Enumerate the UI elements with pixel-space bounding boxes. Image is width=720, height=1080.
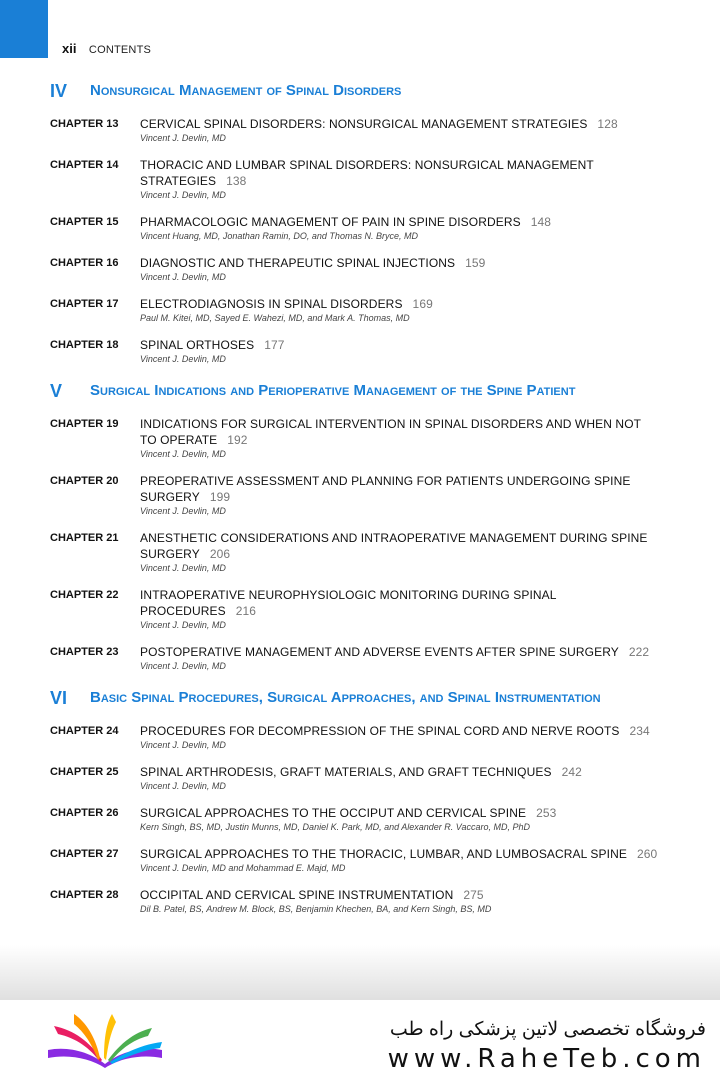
part-section: [50, 687, 670, 916]
part-section: [50, 380, 670, 673]
chapter-title: THORACIC AND LUMBAR SPINAL DISORDERS: NONSURGICAL MANAGEMENT STRATEGIES: [140, 158, 594, 188]
table-of-contents: [50, 80, 670, 930]
chapter-title: SURGICAL APPROACHES TO THE OCCIPUT AND CERVICAL SPINE: [140, 806, 527, 820]
chapter-title: ANESTHETIC CONSIDERATIONS AND INTRAOPERATIVE MANAGEMENT DURING SPINE SURGERY: [140, 531, 648, 561]
chapter-authors: Vincent J. Devlin, MD: [140, 354, 226, 364]
part-heading: [50, 80, 670, 102]
chapter-label: CHAPTER 18: [50, 339, 119, 351]
chapter-authors: Vincent J. Devlin, MD: [140, 620, 226, 630]
chapter-body: [140, 846, 660, 875]
chapter-authors: Vincent J. Devlin, MD: [140, 449, 226, 459]
chapter-page-number: 260: [636, 847, 658, 861]
chapter-title-line: [140, 887, 660, 903]
chapter-entry[interactable]: [50, 116, 670, 145]
chapter-page-number: 253: [536, 806, 557, 820]
running-header: [62, 40, 151, 58]
chapter-label: CHAPTER 27: [50, 848, 119, 860]
chapter-title: PREOPERATIVE ASSESSMENT AND PLANNING FOR PATIENTS UNDERGOING SPINE SURGERY: [140, 474, 631, 504]
chapter-page-number: 275: [463, 888, 484, 902]
chapter-label: CHAPTER 21: [50, 532, 119, 544]
chapter-title: PROCEDURES FOR DECOMPRESSION OF THE SPINAL CORD AND NERVE ROOTS: [140, 724, 620, 738]
chapter-page-number: 192: [227, 433, 248, 447]
chapter-body: [140, 764, 660, 793]
chapter-title: OCCIPITAL AND CERVICAL SPINE INSTRUMENTATION: [140, 888, 454, 902]
chapter-page-number: 177: [264, 338, 285, 352]
chapter-page-number: 199: [209, 490, 231, 504]
open-book-logo-icon: [40, 1012, 170, 1070]
chapter-entry[interactable]: [50, 473, 670, 518]
chapter-authors: Vincent J. Devlin, MD: [140, 563, 226, 573]
chapter-body: [140, 530, 660, 575]
chapter-title-line: [140, 723, 660, 739]
chapter-entry[interactable]: [50, 214, 670, 243]
part-section: [50, 80, 670, 366]
chapter-title-line: [140, 587, 660, 619]
header-label: CONTENTS: [88, 44, 152, 56]
chapter-title-line: [140, 416, 660, 448]
part-heading: [50, 380, 670, 402]
chapter-title-line: [140, 116, 660, 132]
chapter-title-line: [140, 214, 660, 230]
chapter-body: [140, 157, 660, 202]
chapter-authors: Paul M. Kitei, MD, Sayed E. Wahezi, MD, and Mark A. Thomas, MD: [140, 313, 410, 323]
chapter-entry[interactable]: [50, 887, 670, 916]
chapter-title-line: [140, 255, 660, 271]
chapter-body: [140, 296, 660, 325]
chapter-label: CHAPTER 15: [50, 216, 119, 228]
chapter-title-line: [140, 296, 660, 312]
chapter-title: INDICATIONS FOR SURGICAL INTERVENTION IN SPINAL DISORDERS AND WHEN NOT TO OPERATE: [140, 417, 641, 447]
chapter-body: [140, 116, 660, 145]
chapter-body: [140, 887, 660, 916]
chapter-entry[interactable]: [50, 416, 670, 461]
chapter-title-line: [140, 764, 660, 780]
chapter-authors: Vincent J. Devlin, MD and Mohammad E. Majd, MD: [140, 863, 346, 873]
chapter-page-number: 216: [235, 604, 257, 618]
page-number: xii: [62, 41, 77, 56]
chapter-page-number: 148: [530, 215, 552, 229]
chapter-authors: Vincent J. Devlin, MD: [140, 190, 226, 200]
chapter-label: CHAPTER 28: [50, 889, 119, 901]
chapter-body: [140, 723, 660, 752]
chapter-entry[interactable]: [50, 846, 670, 875]
chapter-title: SPINAL ARTHRODESIS, GRAFT MATERIALS, AND GRAFT TECHNIQUES: [140, 765, 552, 779]
chapter-title: PHARMACOLOGIC MANAGEMENT OF PAIN IN SPINE DISORDERS: [140, 215, 521, 229]
chapter-title-line: [140, 157, 660, 189]
chapter-page-number: 222: [628, 645, 650, 659]
chapter-title-line: [140, 337, 660, 353]
part-number: IV: [50, 81, 68, 101]
chapter-title: ELECTRODIAGNOSIS IN SPINAL DISORDERS: [140, 297, 403, 311]
chapter-authors: Vincent Huang, MD, Jonathan Ramin, DO, and Thomas N. Bryce, MD: [140, 231, 418, 241]
chapter-entry[interactable]: [50, 723, 670, 752]
chapter-body: [140, 416, 660, 461]
chapter-body: [140, 255, 660, 284]
part-title: Basic Spinal Procedures, Surgical Approaches, and Spinal Instrumentation: [90, 689, 601, 706]
chapter-entry[interactable]: [50, 530, 670, 575]
chapter-entry[interactable]: [50, 255, 670, 284]
store-name: فروشگاه تخصصی لاتین پزشکی راه طب: [389, 1019, 706, 1040]
chapter-page-number: 159: [465, 256, 486, 270]
chapter-title: SPINAL ORTHOSES: [140, 338, 255, 352]
chapter-label: CHAPTER 26: [50, 807, 119, 819]
chapter-authors: Dil B. Patel, BS, Andrew M. Block, BS, Benjamin Khechen, BA, and Kern Singh, BS, MD: [140, 904, 492, 914]
chapter-body: [140, 473, 660, 518]
chapter-authors: Vincent J. Devlin, MD: [140, 740, 226, 750]
chapter-entry[interactable]: [50, 587, 670, 632]
chapter-title: DIAGNOSTIC AND THERAPEUTIC SPINAL INJECTIONS: [140, 256, 456, 270]
chapter-title: INTRAOPERATIVE NEUROPHYSIOLOGIC MONITORING DURING SPINAL PROCEDURES: [140, 588, 557, 618]
part-title: Nonsurgical Management of Spinal Disorders: [90, 82, 402, 99]
chapter-title-line: [140, 805, 660, 821]
chapter-entry[interactable]: [50, 764, 670, 793]
chapter-body: [140, 337, 660, 366]
chapter-label: CHAPTER 24: [50, 725, 119, 737]
chapter-title-line: [140, 530, 660, 562]
store-url: www.RaheTeb.com: [387, 1044, 706, 1074]
chapter-page-number: 206: [209, 547, 231, 561]
chapter-label: CHAPTER 20: [50, 475, 119, 487]
chapter-authors: Vincent J. Devlin, MD: [140, 781, 226, 791]
chapter-title: POSTOPERATIVE MANAGEMENT AND ADVERSE EVENTS AFTER SPINE SURGERY: [140, 645, 619, 659]
chapter-entry[interactable]: [50, 337, 670, 366]
chapter-authors: Vincent J. Devlin, MD: [140, 661, 226, 671]
part-number: VI: [50, 688, 68, 708]
chapter-title-line: [140, 644, 660, 660]
chapter-authors: Vincent J. Devlin, MD: [140, 272, 226, 282]
corner-color-tab: [0, 0, 48, 58]
chapter-authors: Vincent J. Devlin, MD: [140, 133, 226, 143]
page-bottom-fade: [0, 945, 720, 1005]
chapter-label: CHAPTER 13: [50, 118, 119, 130]
chapter-title: CERVICAL SPINAL DISORDERS: NONSURGICAL MANAGEMENT STRATEGIES: [140, 117, 588, 131]
chapter-authors: Vincent J. Devlin, MD: [140, 506, 226, 516]
chapter-title-line: [140, 846, 660, 862]
chapter-page-number: 169: [412, 297, 433, 311]
chapter-body: [140, 805, 660, 834]
chapter-title: SURGICAL APPROACHES TO THE THORACIC, LUMBAR, AND LUMBOSACRAL SPINE: [140, 847, 627, 861]
chapter-body: [140, 214, 660, 243]
chapter-page-number: 138: [226, 174, 247, 188]
chapter-authors: Kern Singh, BS, MD, Justin Munns, MD, Daniel K. Park, MD, and Alexander R. Vaccaro, MD, PhD: [140, 822, 530, 832]
chapter-label: CHAPTER 25: [50, 766, 119, 778]
chapter-page-number: 242: [561, 765, 582, 779]
chapter-title-line: [140, 473, 660, 505]
chapter-label: CHAPTER 19: [50, 418, 119, 430]
part-title: Surgical Indications and Perioperative Management of the Spine Patient: [90, 382, 576, 399]
chapter-page-number: 234: [629, 724, 650, 738]
chapter-label: CHAPTER 16: [50, 257, 119, 269]
chapter-label: CHAPTER 14: [50, 159, 119, 171]
part-number: V: [50, 381, 63, 401]
chapter-label: CHAPTER 23: [50, 646, 119, 658]
chapter-body: [140, 587, 660, 632]
chapter-entry[interactable]: [50, 296, 670, 325]
chapter-body: [140, 644, 660, 673]
chapter-entry[interactable]: [50, 157, 670, 202]
chapter-label: CHAPTER 17: [50, 298, 119, 310]
part-heading: [50, 687, 670, 709]
chapter-entry[interactable]: [50, 644, 670, 673]
chapter-label: CHAPTER 22: [50, 589, 119, 601]
chapter-page-number: 128: [597, 117, 618, 131]
chapter-entry[interactable]: [50, 805, 670, 834]
watermark-footer: [0, 1000, 720, 1080]
